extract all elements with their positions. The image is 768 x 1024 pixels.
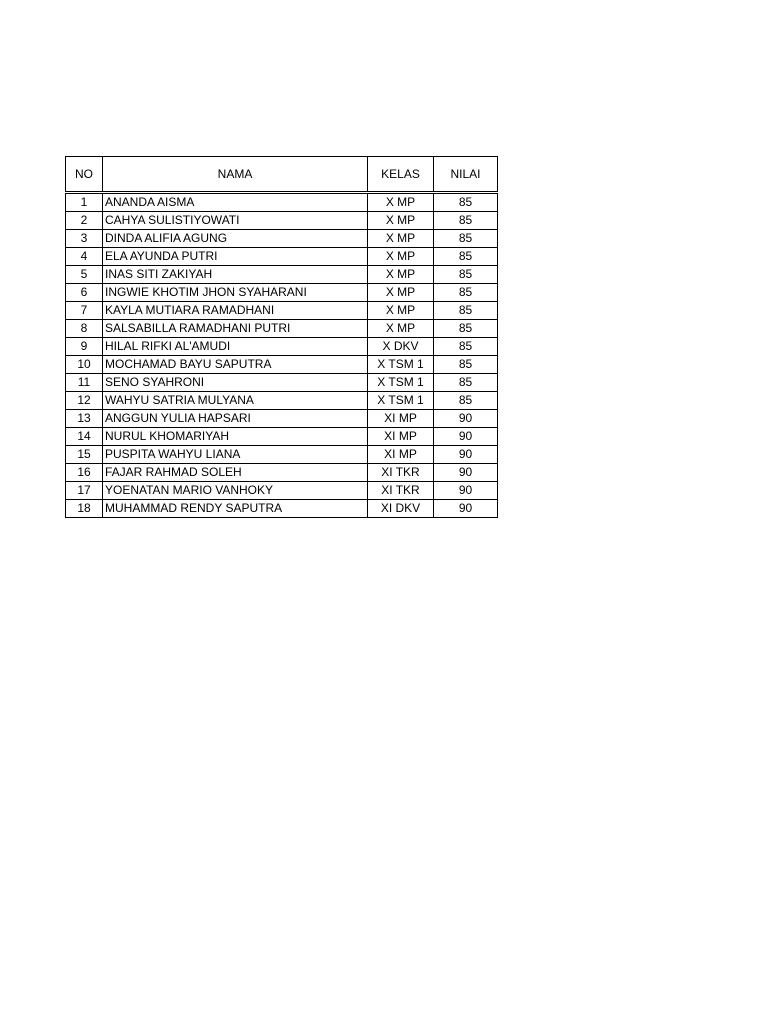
cell-kelas: X TSM 1 [368,374,434,392]
cell-nilai: 90 [434,464,498,482]
cell-nama: HILAL RIFKI AL'AMUDI [103,338,368,356]
cell-kelas: XI DKV [368,500,434,518]
cell-nama: KAYLA MUTIARA RAMADHANI [103,302,368,320]
cell-kelas: X MP [368,320,434,338]
cell-kelas: X TSM 1 [368,356,434,374]
header-nilai: NILAI [434,157,498,193]
table-row [66,464,498,482]
table-row [66,302,498,320]
cell-no: 17 [66,482,103,500]
cell-no: 14 [66,428,103,446]
cell-no: 13 [66,410,103,428]
cell-no: 5 [66,266,103,284]
cell-nama: SENO SYAHRONI [103,374,368,392]
table-row [66,248,498,266]
cell-no: 18 [66,500,103,518]
cell-kelas: X TSM 1 [368,392,434,410]
cell-no: 3 [66,230,103,248]
cell-nama: NURUL KHOMARIYAH [103,428,368,446]
cell-no: 6 [66,284,103,302]
cell-nilai: 85 [434,212,498,230]
cell-no: 11 [66,374,103,392]
table-row [66,266,498,284]
cell-kelas: XI MP [368,446,434,464]
cell-kelas: X MP [368,284,434,302]
cell-nilai: 85 [434,266,498,284]
cell-nama: INAS SITI ZAKIYAH [103,266,368,284]
table-row [66,374,498,392]
cell-no: 16 [66,464,103,482]
table-row [66,446,498,464]
cell-no: 8 [66,320,103,338]
cell-nilai: 90 [434,446,498,464]
table-row [66,356,498,374]
table-body [66,193,498,518]
table-row [66,500,498,518]
table-row [66,193,498,212]
header-row [66,157,498,193]
cell-nama: INGWIE KHOTIM JHON SYAHARANI [103,284,368,302]
cell-nilai: 90 [434,428,498,446]
cell-nilai: 90 [434,482,498,500]
cell-no: 15 [66,446,103,464]
cell-nilai: 85 [434,320,498,338]
cell-nama: DINDA ALIFIA AGUNG [103,230,368,248]
cell-nilai: 85 [434,284,498,302]
cell-kelas: XI MP [368,410,434,428]
cell-nilai: 85 [434,356,498,374]
cell-nama: PUSPITA WAHYU LIANA [103,446,368,464]
cell-nama: CAHYA SULISTIYOWATI [103,212,368,230]
cell-nilai: 90 [434,500,498,518]
cell-no: 2 [66,212,103,230]
cell-kelas: X MP [368,193,434,212]
cell-nama: MUHAMMAD RENDY SAPUTRA [103,500,368,518]
cell-nama: ANGGUN YULIA HAPSARI [103,410,368,428]
cell-kelas: XI MP [368,428,434,446]
cell-nama: SALSABILLA RAMADHANI PUTRI [103,320,368,338]
cell-nama: MOCHAMAD BAYU SAPUTRA [103,356,368,374]
table-row [66,392,498,410]
table-header [66,157,498,193]
table-row [66,338,498,356]
table-row [66,410,498,428]
cell-nilai: 85 [434,230,498,248]
student-score-table [65,156,498,518]
cell-nama: ELA AYUNDA PUTRI [103,248,368,266]
cell-nilai: 85 [434,338,498,356]
cell-kelas: X MP [368,230,434,248]
cell-nama: WAHYU SATRIA MULYANA [103,392,368,410]
cell-no: 4 [66,248,103,266]
cell-kelas: X DKV [368,338,434,356]
score-sheet [65,156,498,518]
cell-nama: YOENATAN MARIO VANHOKY [103,482,368,500]
cell-kelas: X MP [368,266,434,284]
cell-nilai: 85 [434,374,498,392]
cell-kelas: X MP [368,302,434,320]
cell-no: 1 [66,193,103,212]
cell-no: 12 [66,392,103,410]
table-row [66,230,498,248]
cell-no: 9 [66,338,103,356]
cell-nama: FAJAR RAHMAD SOLEH [103,464,368,482]
cell-kelas: XI TKR [368,482,434,500]
cell-kelas: X MP [368,212,434,230]
header-kelas: KELAS [368,157,434,193]
cell-nilai: 85 [434,248,498,266]
cell-nilai: 85 [434,392,498,410]
table-row [66,428,498,446]
cell-nilai: 90 [434,410,498,428]
cell-nilai: 85 [434,302,498,320]
cell-no: 10 [66,356,103,374]
table-row [66,482,498,500]
cell-no: 7 [66,302,103,320]
table-row [66,320,498,338]
cell-kelas: XI TKR [368,464,434,482]
header-no: NO [66,157,103,193]
cell-nama: ANANDA AISMA [103,193,368,212]
cell-nilai: 85 [434,193,498,212]
table-row [66,212,498,230]
table-row [66,284,498,302]
header-nama: NAMA [103,157,368,193]
cell-kelas: X MP [368,248,434,266]
